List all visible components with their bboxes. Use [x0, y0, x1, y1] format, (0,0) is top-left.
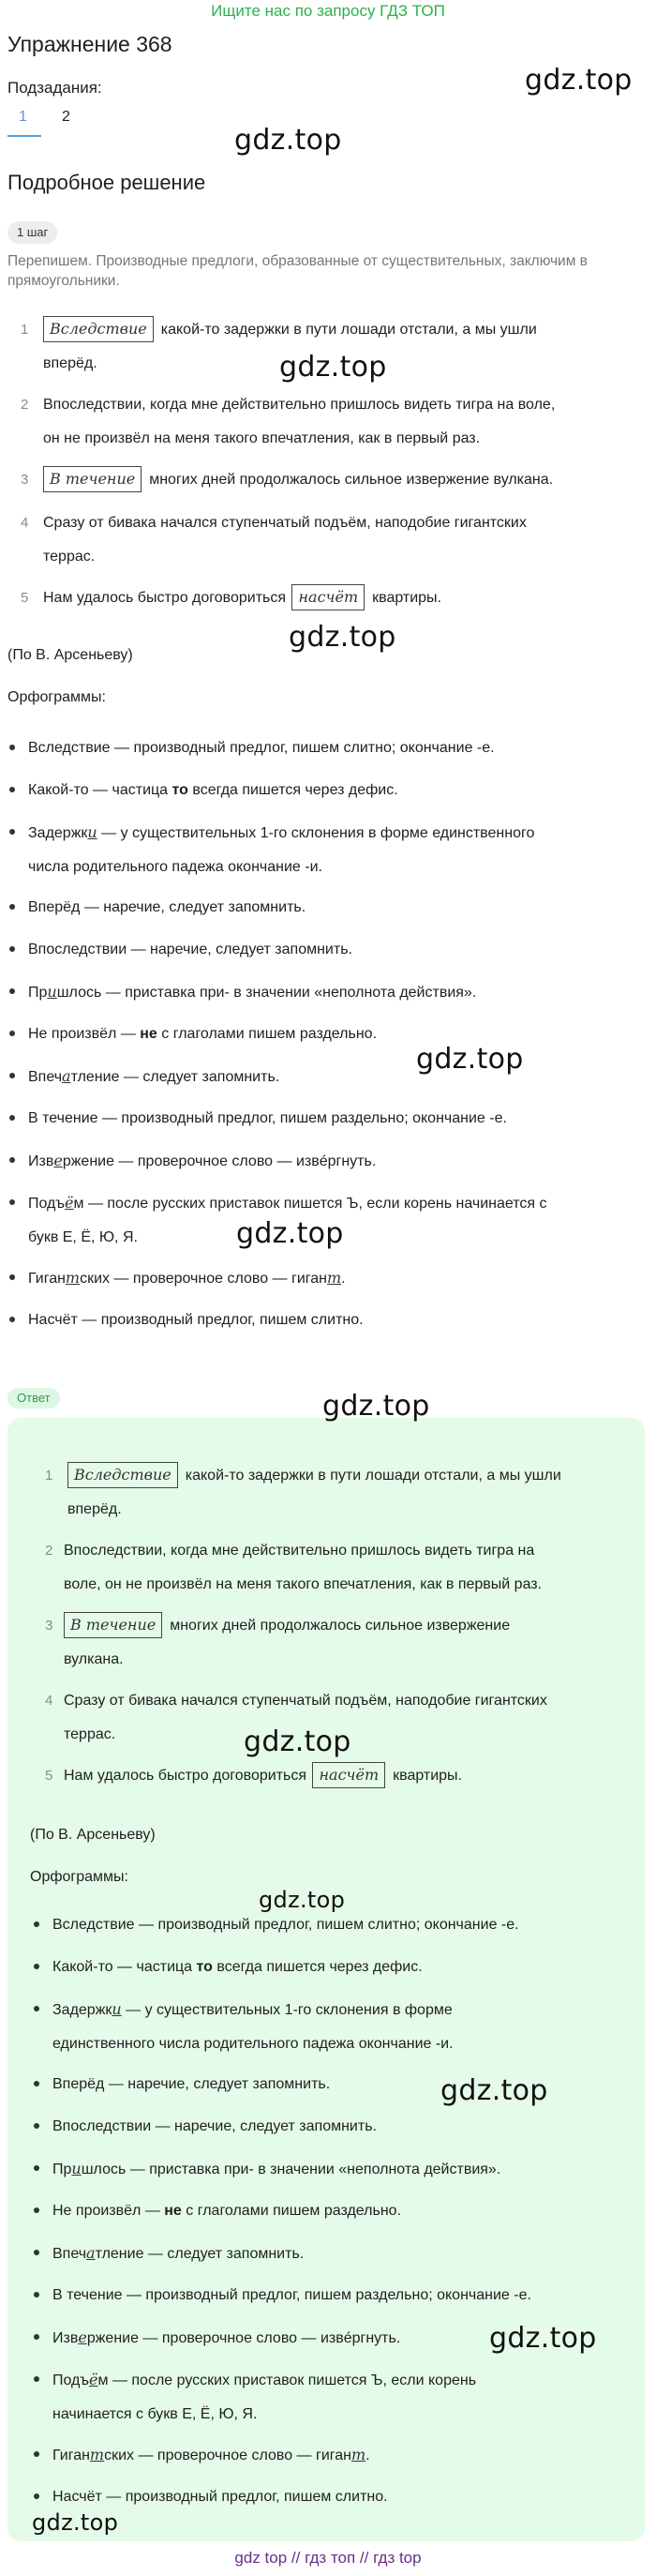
active-tab-indicator [7, 135, 41, 137]
watermark: gdz.top [289, 621, 396, 654]
answer-sentence-4: 4 Сразу от бивака начался ступенчатый подъём, наподобие гигантских террас. [45, 1693, 547, 1742]
list-item: Задержки — у существительных 1-го склонения в форме единственного числа родительного падежа окончание -и. [34, 1993, 454, 2061]
answer-orthograms-label: Орфограммы: [30, 1869, 128, 1885]
list-item: Впечатление — следует запомнить. [9, 1060, 279, 1094]
watermark: gdz.top [416, 1043, 524, 1076]
search-banner[interactable]: Ищите нас по запросу ГДЗ ТОП [211, 2, 445, 20]
answer-sentence-3: 3 В течение многих дней продолжалось сильное извержение вулкана. [45, 1609, 510, 1677]
list-item: Не произвёл — не с глаголами пишем раздельно. [9, 1017, 377, 1051]
list-item: Извержение — проверочное слово — извéргнуть. [9, 1144, 376, 1179]
watermark: gdz.top [322, 1390, 430, 1423]
author-line: (По В. Арсеньеву) [7, 647, 133, 663]
list-item: Пришлось — приставка при- в значении «неполнота действия». [9, 975, 476, 1010]
answer-sentence-2: 2 Впоследствии, когда мне действительно пришлось видеть тигра на воле, он не произвёл на меня такого впечатления, как в первый раз. [45, 1543, 543, 1592]
page-title: Упражнение 368 [7, 32, 172, 56]
list-item: Подъём — после русских приставок пишется Ъ, если корень начинается с букв Е, Ё, Ю, Я. [9, 1186, 547, 1255]
tab-2[interactable]: 2 [62, 109, 70, 125]
tab-1[interactable]: 1 [19, 109, 27, 125]
sentence-5: 5 Нам удалось быстро договориться насчёт квартиры. [21, 581, 441, 615]
list-item: Гигантских — проверочное слово — гигант. [9, 1261, 346, 1296]
watermark: gdz.top [525, 64, 633, 97]
watermark: gdz.top [489, 2322, 597, 2355]
watermark: gdz.top [236, 1217, 344, 1250]
list-item: Какой-то — частица то всегда пишется через дефис. [9, 774, 398, 807]
answer-author-line: (По В. Арсеньеву) [30, 1827, 156, 1843]
answer-sentence-1: 1 Вследствие какой-то задержки в пути лошади отстали, а мы ушли вперёд. [45, 1459, 561, 1527]
list-item: Не произвёл — не с глаголами пишем раздельно. [34, 2194, 401, 2228]
list-item: Гигантских — проверочное слово — гигант. [34, 2438, 370, 2473]
answer-sentence-5: 5 Нам удалось быстро договориться насчёт квартиры. [45, 1759, 462, 1793]
list-item: В течение — производный предлог, пишем раздельно; окончание -е. [9, 1102, 507, 1136]
intro-text: Перепишем. Производные предлоги, образованные от существительных, заключим в прямоугольники. [7, 253, 588, 289]
watermark: gdz.top [259, 1887, 346, 1913]
list-item: Пришлось — приставка при- в значении «неполнота действия». [34, 2152, 500, 2187]
sentence-1: 1 Вследствие какой-то задержки в пути лошади отстали, а мы ушли вперёд. [21, 313, 537, 381]
watermark: gdz.top [440, 2074, 548, 2107]
preposition-box: В течение [64, 1612, 162, 1638]
list-item: Какой-то — частица то всегда пишется через дефис. [34, 1951, 423, 1984]
preposition-box: Вследствие [43, 316, 154, 342]
preposition-box: насчёт [312, 1762, 385, 1788]
list-item: Впоследствии — наречие, следует запомнить. [34, 2110, 377, 2144]
subtasks-label: Подзадания: [7, 79, 102, 97]
list-item: Впоследствии — наречие, следует запомнить. [9, 933, 352, 967]
sentence-2: 2 Впоследствии, когда мне действительно пришлось видеть тигра на воле, он не произвёл на меня такого впечатления, как в первый раз. [21, 397, 556, 446]
list-item: В течение — производный предлог, пишем раздельно; окончание -е. [34, 2279, 531, 2312]
step-badge: 1 шаг [7, 221, 57, 244]
list-item: Впечатление — следует запомнить. [34, 2237, 304, 2271]
answer-badge: Ответ [7, 1388, 60, 1409]
list-item: Вследствие — производный предлог, пишем слитно; окончание -е. [9, 731, 495, 765]
preposition-box: Вследствие [67, 1462, 178, 1488]
preposition-box: В течение [43, 466, 142, 492]
footer-links[interactable]: gdz top // гдз топ // гдз top [234, 2549, 422, 2567]
list-item: Вперёд — наречие, следует запомнить. [9, 891, 306, 925]
sentence-3: 3 В течение многих дней продолжалось сильное извержение вулкана. [21, 463, 553, 497]
preposition-box: насчёт [291, 584, 365, 610]
watermark: gdz.top [279, 351, 387, 384]
list-item: Насчёт — производный предлог, пишем слитно. [9, 1303, 364, 1337]
orthograms-label: Орфограммы: [7, 689, 106, 705]
list-item: Извержение — проверочное слово — извéргнуть. [34, 2321, 400, 2356]
section-title: Подробное решение [7, 171, 206, 194]
list-item: Насчёт — производный предлог, пишем слитно. [34, 2480, 388, 2514]
watermark: gdz.top [32, 2509, 119, 2536]
list-item: Вследствие — производный предлог, пишем слитно; окончание -е. [34, 1908, 519, 1942]
sentence-4: 4 Сразу от бивака начался ступенчатый подъём, наподобие гигантских террас. [21, 515, 527, 565]
list-item: Подъём — после русских приставок пишется Ъ, если корень начинается с букв Е, Ё, Ю, Я. [34, 2363, 476, 2432]
watermark: gdz.top [244, 1725, 351, 1758]
list-item: Вперёд — наречие, следует запомнить. [34, 2068, 330, 2101]
list-item: Задержки — у существительных 1-го склонения в форме единственного числа родительного падежа окончание -и. [9, 816, 534, 884]
watermark: gdz.top [234, 124, 342, 157]
